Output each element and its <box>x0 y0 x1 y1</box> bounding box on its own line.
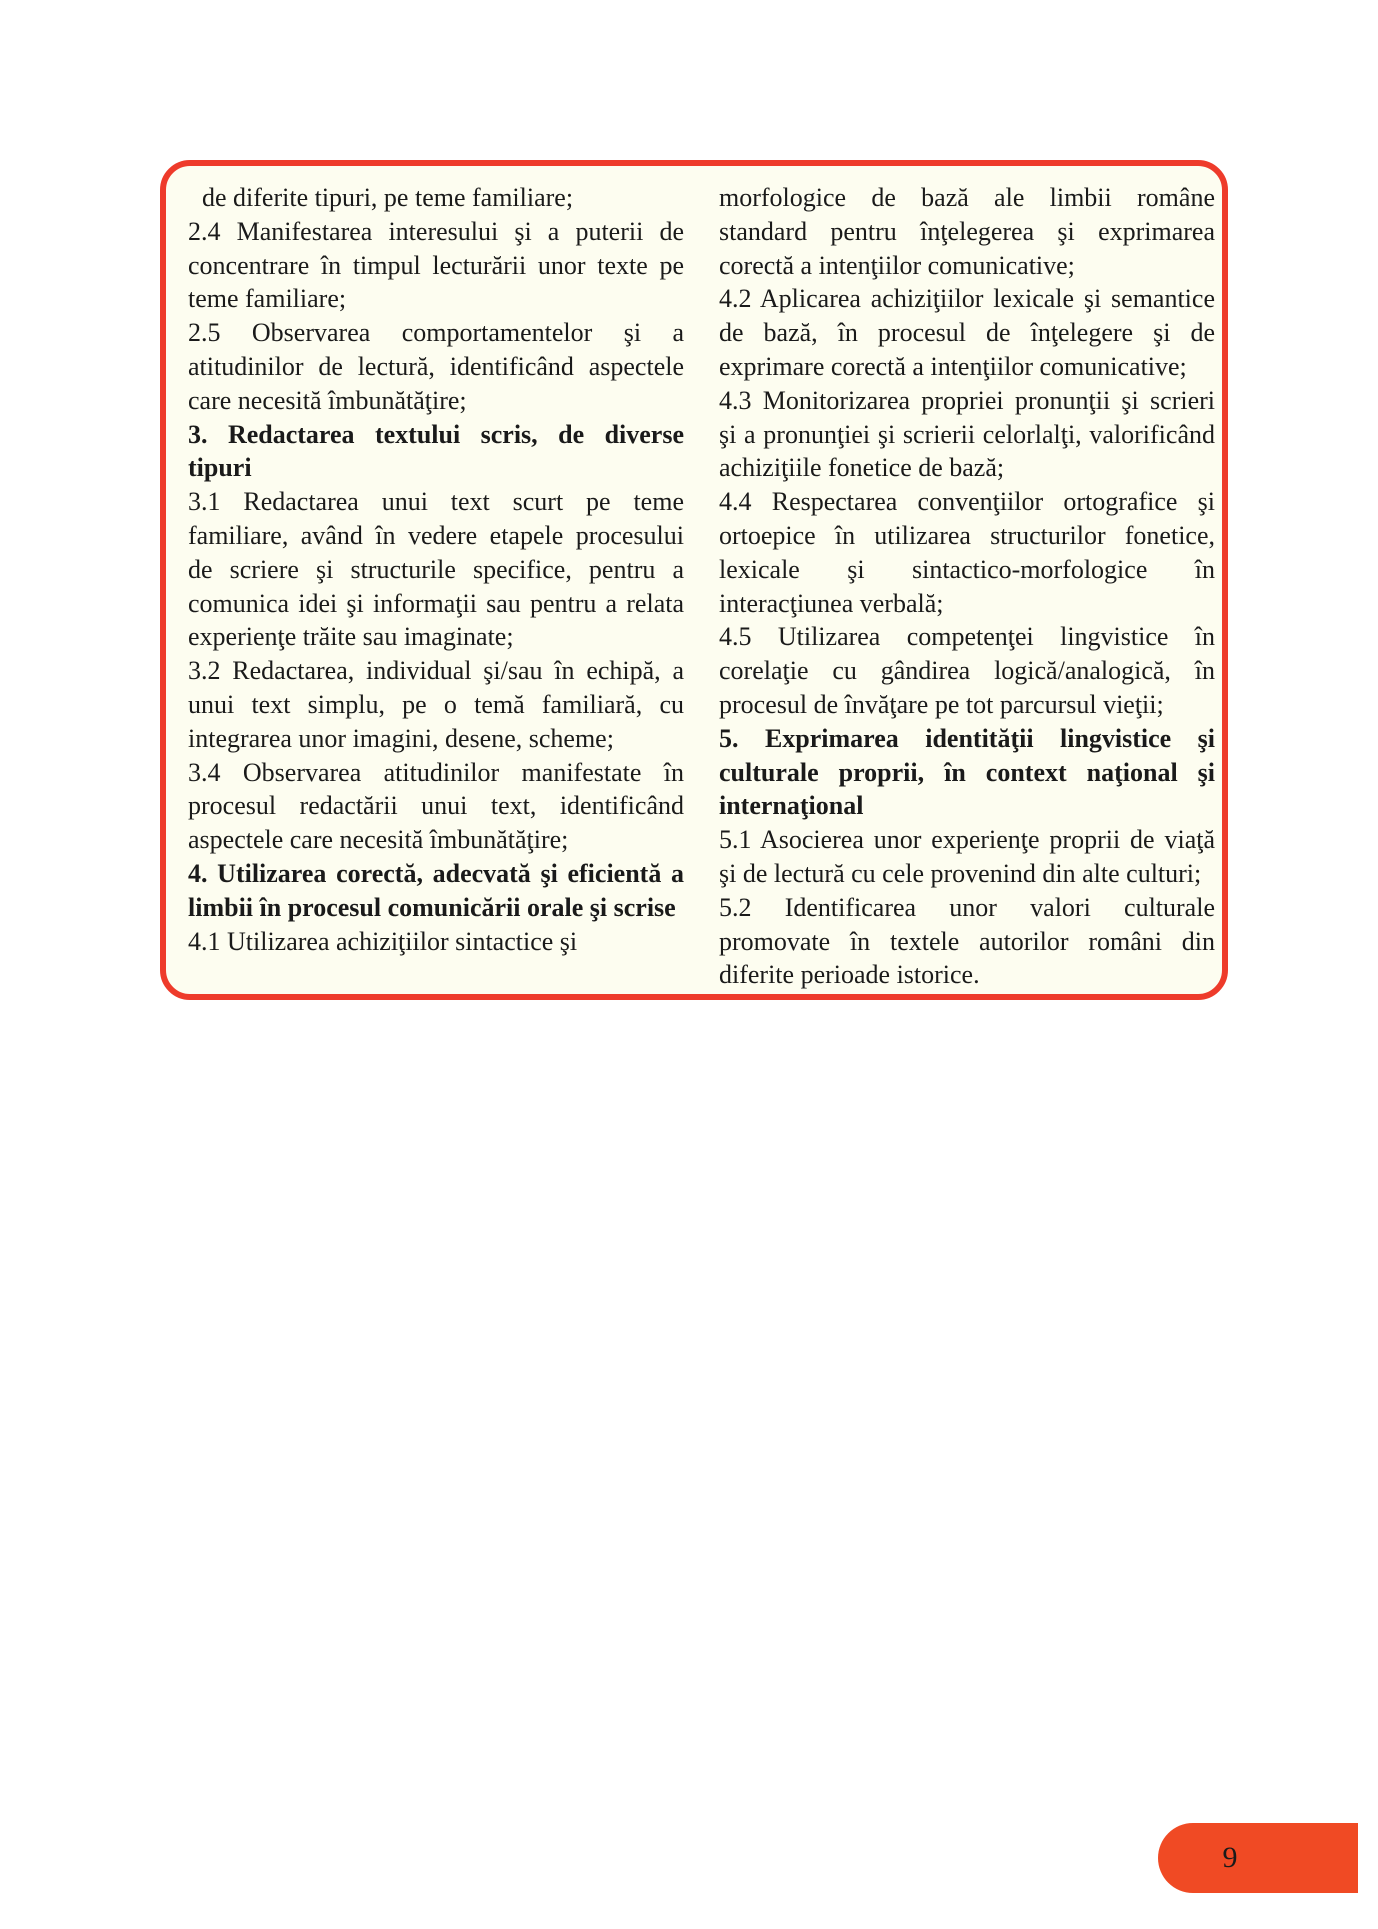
left-column <box>188 181 684 958</box>
competencies-frame <box>160 160 1228 1000</box>
paragraph: 4.5 Utilizarea competenţei lingvistice în corelaţie cu gândirea logică/analogică, în procesul de învăţare pe tot parcursul vieţii; <box>719 622 1215 719</box>
paragraph: 3.1 Redactarea unui text scurt pe teme familiare, având în vedere etapele procesului de scriere şi structurile specifice, pentru a comunica idei şi informaţii sau pentru a relata experienţe trăite sau imaginate; <box>188 487 684 652</box>
paragraph: 4.1 Utilizarea achiziţiilor sintactice şi <box>188 926 578 956</box>
paragraph: 2.5 Observarea comportamentelor şi a atitudinilor de lectură, identificând aspectele care necesită îmbunătăţire; <box>188 318 684 415</box>
page-number-tab <box>1158 1823 1358 1893</box>
paragraph: de diferite tipuri, pe teme familiare; <box>202 183 574 212</box>
paragraph: 5.1 Asocierea unor experienţe proprii de viaţă şi de lectură cu cele provenind din alte culturi; <box>719 825 1215 888</box>
paragraph: 4.4 Respectarea convenţiilor ortografice şi ortoepice în utilizarea structurilor fonetice, lexicale şi sintactico-morfologice în interacţiunea verbală; <box>719 487 1215 618</box>
section-heading: 4. Utilizarea corectă, adecvată şi eficientă a limbii în procesul comunicării orale şi scrise <box>188 858 684 922</box>
page-number: 9 <box>1222 1841 1238 1874</box>
section-heading: 3. Redactarea textului scris, de diverse tipuri <box>188 419 684 483</box>
right-column <box>719 181 1215 992</box>
paragraph: 5.2 Identificarea unor valori culturale promovate în textele autorilor români din diferite perioade istorice. <box>719 892 1215 990</box>
paragraph: 3.4 Observarea atitudinilor manifestate în procesul redactării unui text, identificând aspectele care necesită îmbunătăţire; <box>188 757 684 855</box>
paragraph: 4.3 Monitorizarea propriei pronunţii şi scrieri şi a pronunţiei şi scrierii celorlalţi, valorificând achiziţiile fonetice de bază; <box>719 385 1215 483</box>
paragraph: 4.2 Aplicarea achiziţiilor lexicale şi semantice de bază, în procesul de înţelegere şi de exprimare corectă a intenţiilor comunicative; <box>719 284 1215 381</box>
paragraph: 3.2 Redactarea, individual şi/sau în echipă, a unui text simplu, pe o temă familiară, cu integrarea unor imagini, desene, scheme; <box>188 656 684 753</box>
paragraph: 2.4 Manifestarea interesului şi a puterii de concentrare în timpul lecturării unor texte pe teme familiare; <box>188 216 684 314</box>
paragraph: morfologice de bază ale limbii române standard pentru înţelegerea şi exprimarea corectă a intenţiilor comunicative; <box>719 183 1215 280</box>
section-heading: 5. Exprimarea identităţii lingvistice şi culturale proprii, în context naţional şi internaţional <box>719 723 1215 821</box>
